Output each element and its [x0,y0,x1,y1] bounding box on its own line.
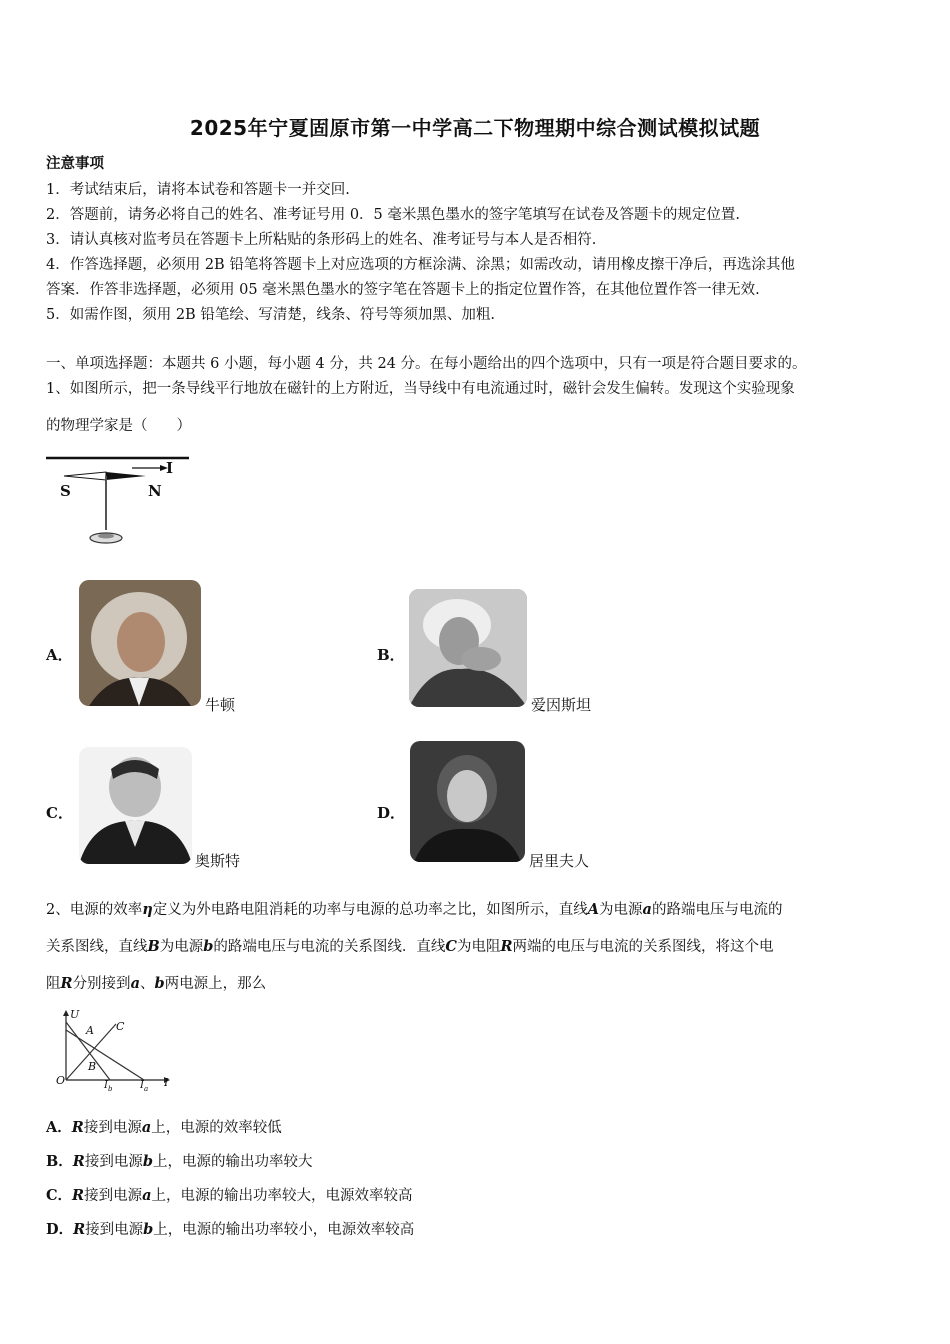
notice-heading: 注意事项 [46,155,104,172]
q2-option-c: C．R接到电源a上，电源的输出功率较大，电源效率较高 [46,1187,413,1204]
graph-ib-label: $I_b$ [104,1080,113,1093]
graph-ia-label: $I_a$ [140,1080,149,1093]
oersted-portrait [79,747,192,864]
page-title: 2025年宁夏固原市第一中学高二下物理期中综合测试模拟试题 [189,116,761,140]
option-c-caption: 奥斯特 [195,852,241,870]
q2-option-b: B．R接到电源b上，电源的输出功率较大 [46,1153,313,1170]
section-heading: 一、单项选择题：本题共 6 小题，每小题 4 分，共 24 分。在每小题给出的四个选项中，只有一项是符合题目要求的。 [46,356,807,372]
graph-i-axis-label: I [164,1076,169,1089]
question-2-stem: 2、电源的效率η定义为外电路电阻消耗的功率与电源的总功率之比，如图所示，直线A为电源a的路端电压与电流的 [46,901,783,918]
graph-origin-label: O [56,1074,66,1087]
notice-item: 2．答题前，请务必将自己的姓名、准考证号用 0．5 毫米黑色墨水的签字笔填写在试卷及答题卡的规定位置. [46,207,740,223]
q2-option-a: A．R接到电源a上，电源的效率较低 [46,1119,282,1136]
graph-u-label: U [70,1008,80,1021]
question-2-stem: 关系图线，直线B为电源b的路端电压与电流的关系图线．直线C为电阻R两端的电压与电流的关系图线，将这个电 [46,938,774,955]
graph-c-label: C [116,1020,125,1033]
south-pole-label: S [60,482,71,500]
newton-portrait [79,580,201,706]
current-label: I [166,459,174,477]
option-d-label: D． [377,804,406,822]
notice-item: 3．请认真核对监考员在答题卡上所粘贴的条形码上的姓名、准考证号与本人是否相符. [46,232,597,248]
option-b-label: B． [377,646,405,664]
notice-item: 答案．作答非选择题，必须用 05 毫米黑色墨水的签字笔在答题卡上的指定位置作答，在其他位置作答一律无效. [46,282,760,298]
question-1-stem: 1、如图所示，把一条导线平行地放在磁针的上方附近，当导线中有电流通过时，磁针会发生偏转。发现这个实验现象 [46,381,795,397]
notice-item: 4．作答选择题，必须用 2B 铅笔将答题卡上对应选项的方框涂满、涂黑；如需改动，请用橡皮擦干净后，再选涂其他 [46,257,795,273]
option-d-caption: 居里夫人 [529,852,590,870]
einstein-portrait [409,589,527,707]
question-1-stem: 的物理学家是（ ） [46,418,191,434]
q2-option-d: D．R接到电源b上，电源的输出功率较小，电源效率较高 [46,1221,415,1238]
option-a-caption: 牛顿 [205,696,236,714]
option-c-label: C． [46,804,73,822]
ui-graph-figure [56,1010,176,1094]
north-pole-label: N [148,482,162,500]
option-b-caption: 爱因斯坦 [531,696,592,714]
option-a-label: A． [46,646,73,664]
notice-item: 5．如需作图，须用 2B 铅笔绘、写清楚，线条、符号等须加黑、加粗. [46,307,495,323]
graph-a-label: A [86,1024,94,1037]
compass-wire-figure [44,450,194,550]
graph-b-label: B [88,1060,97,1073]
notice-item: 1．考试结束后，请将本试卷和答题卡一并交回. [46,182,350,198]
curie-portrait [410,741,525,862]
question-2-stem: 阻R分别接到a、b两电源上，那么 [46,975,267,992]
